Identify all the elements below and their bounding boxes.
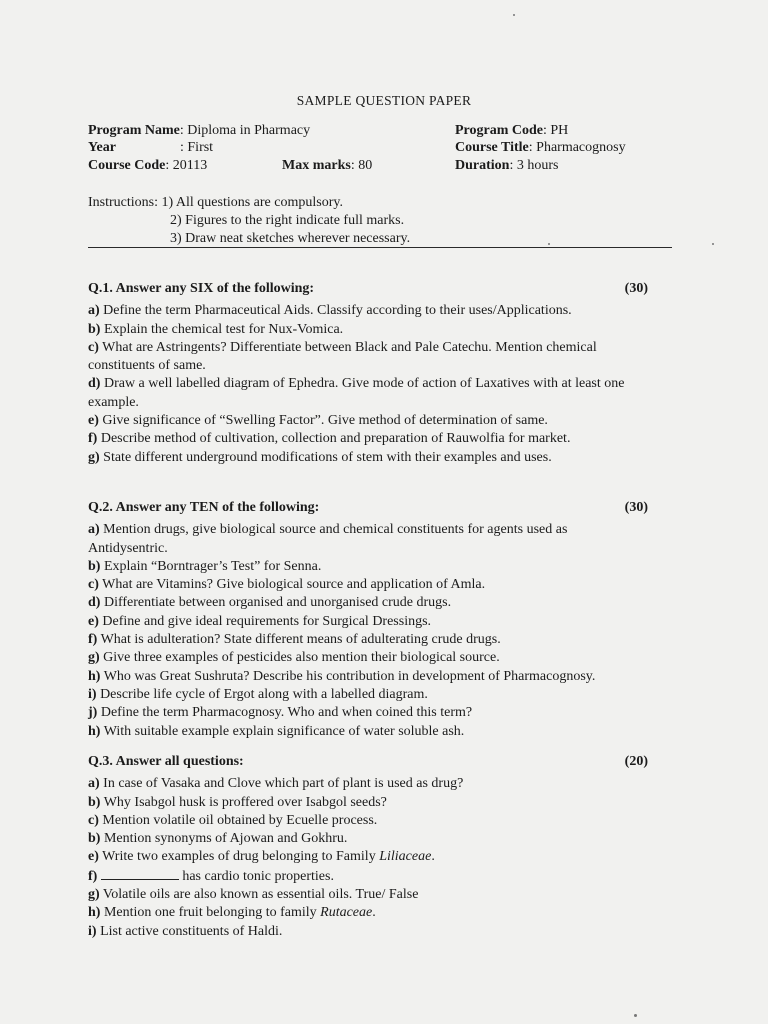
- instruction-line: [88, 212, 410, 230]
- item-label: b): [88, 558, 101, 574]
- item-text: State different underground modifications of stem with their examples and uses.: [99, 449, 552, 465]
- item-label: g): [88, 887, 100, 903]
- item-label: h): [88, 723, 101, 739]
- question-3: [88, 753, 648, 941]
- question-item: [88, 649, 648, 667]
- item-text: Differentiate between organised and unorganised crude drugs.: [100, 595, 452, 611]
- course-title-row: [455, 139, 626, 157]
- question-item: [88, 867, 648, 886]
- question-item: [88, 430, 648, 448]
- question-marks: (30): [624, 281, 648, 296]
- year-value-wrap: [180, 139, 213, 157]
- scan-speck: [548, 243, 550, 245]
- instruction-1: 1) All questions are compulsory.: [161, 195, 343, 210]
- question-item: [88, 412, 648, 430]
- scan-speck: [634, 1014, 637, 1017]
- question-item: [88, 794, 648, 812]
- item-text: has cardio tonic properties.: [178, 868, 334, 884]
- item-text: Volatile oils are also known as essential oils. True/ False: [99, 887, 419, 903]
- item-text: Write two examples of drug belonging to Family: [98, 849, 380, 865]
- question-marks: (30): [624, 500, 648, 515]
- fill-in-blank: [101, 867, 179, 880]
- header-divider: [88, 247, 672, 248]
- item-text: What are Vitamins? Give biological source and application of Amla.: [98, 577, 486, 593]
- question-item: [88, 686, 648, 704]
- item-text: Give three examples of pesticides also mention their biological source.: [99, 650, 500, 666]
- year-value: : First: [180, 140, 214, 155]
- year-row: [88, 139, 116, 157]
- question-heading: [88, 280, 648, 298]
- instruction-2: 2) Figures to the right indicate full marks.: [170, 213, 405, 228]
- course-title-value: : Pharmacognosy: [528, 140, 626, 155]
- item-text-suffix: .: [372, 905, 376, 921]
- scan-speck: [513, 14, 515, 16]
- max-marks-row: [282, 157, 372, 175]
- item-label: g): [88, 449, 100, 465]
- question-item: [88, 668, 648, 686]
- duration-label: Duration: [455, 158, 510, 173]
- item-label: i): [88, 923, 97, 939]
- max-marks-label: Max marks: [282, 158, 351, 173]
- question-item: [88, 775, 648, 793]
- item-text: With suitable example explain significance of water soluble ash.: [100, 723, 465, 739]
- item-label: e): [88, 613, 99, 629]
- question-item: [88, 848, 648, 866]
- item-text: Mention drugs, give biological source and chemical constituents for agents used as Antidysentric.: [88, 522, 568, 556]
- item-label: c): [88, 339, 99, 355]
- question-2: [88, 499, 648, 741]
- item-label: d): [88, 376, 101, 392]
- question-item: [88, 302, 648, 320]
- item-text: Describe life cycle of Ergot along with a labelled diagram.: [96, 686, 428, 702]
- item-label: f): [88, 431, 98, 447]
- question-title: Q.3. Answer all questions:: [88, 754, 244, 769]
- question-item: [88, 812, 648, 830]
- item-label: a): [88, 303, 100, 319]
- item-label: f): [88, 868, 98, 884]
- item-label: b): [88, 321, 101, 337]
- item-label: j): [88, 705, 98, 721]
- question-title: Q.1. Answer any SIX of the following:: [88, 281, 315, 296]
- question-item: [88, 594, 648, 612]
- instructions-label: Instructions:: [88, 195, 158, 210]
- item-label: f): [88, 632, 98, 648]
- question-heading: [88, 753, 648, 771]
- question-item: [88, 449, 648, 467]
- program-name-row: [88, 122, 310, 140]
- item-text: Mention one fruit belonging to family: [100, 905, 321, 921]
- item-text: Why Isabgol husk is proffered over Isabgol seeds?: [100, 794, 387, 810]
- item-label: e): [88, 849, 99, 865]
- course-code-value: : 20113: [165, 158, 208, 173]
- question-item: [88, 723, 648, 741]
- item-label: i): [88, 686, 97, 702]
- question-item: [88, 558, 648, 576]
- item-text: What is adulteration? State different means of adulterating crude drugs.: [97, 632, 501, 648]
- item-text: Define and give ideal requirements for Surgical Dressings.: [98, 613, 432, 629]
- item-text: What are Astringents? Differentiate between Black and Pale Catechu. Mention chemical constituents of same.: [88, 339, 597, 374]
- duration-row: [455, 157, 558, 175]
- question-item: [88, 923, 648, 941]
- item-label: e): [88, 413, 99, 429]
- max-marks-value: : 80: [350, 158, 373, 173]
- program-name-label: Program Name: [88, 123, 180, 138]
- program-code-row: [455, 122, 568, 140]
- question-title: Q.2. Answer any TEN of the following:: [88, 500, 320, 515]
- item-label: h): [88, 668, 101, 684]
- instruction-3: 3) Draw neat sketches wherever necessary.: [170, 231, 411, 246]
- question-item: [88, 521, 648, 558]
- item-text: Give significance of “Swelling Factor”. Give method of determination of same.: [98, 413, 548, 429]
- item-label: a): [88, 522, 100, 538]
- scan-speck: [712, 243, 714, 245]
- item-italic-term: Rutaceae: [320, 905, 373, 921]
- item-label: c): [88, 812, 99, 828]
- question-item: [88, 704, 648, 722]
- instruction-line: [88, 194, 410, 212]
- item-text: Explain the chemical test for Nux-Vomica.: [100, 321, 344, 337]
- program-code-value: : PH: [543, 123, 569, 138]
- question-item: [88, 375, 648, 412]
- question-item: [88, 631, 648, 649]
- item-italic-term: Liliaceae: [379, 849, 432, 865]
- question-heading: [88, 499, 648, 517]
- course-title-label: Course Title: [455, 140, 529, 155]
- course-code-row: [88, 157, 207, 175]
- item-text: Define the term Pharmaceutical Aids. Classify according to their uses/Applications.: [99, 303, 572, 319]
- item-text: Explain “Borntrager’s Test” for Senna.: [100, 558, 322, 574]
- question-1: [88, 280, 648, 467]
- duration-value: : 3 hours: [509, 158, 559, 173]
- program-name-value: : Diploma in Pharmacy: [179, 123, 311, 138]
- question-item: [88, 886, 648, 904]
- paper-title: SAMPLE QUESTION PAPER: [296, 93, 472, 108]
- question-item: [88, 904, 648, 922]
- item-text: Describe method of cultivation, collection and preparation of Rauwolfia for market.: [97, 431, 571, 447]
- item-text-suffix: .: [431, 849, 435, 865]
- instructions: [88, 194, 410, 248]
- course-code-label: Course Code: [88, 158, 166, 173]
- instruction-line: [88, 230, 410, 248]
- item-label: b): [88, 831, 101, 847]
- item-label: b): [88, 794, 101, 810]
- item-label: d): [88, 595, 101, 611]
- item-text: Mention synonyms of Ajowan and Gokhru.: [100, 831, 348, 847]
- question-item: [88, 613, 648, 631]
- item-label: h): [88, 905, 101, 921]
- question-marks: (20): [624, 754, 648, 769]
- question-item: [88, 576, 648, 594]
- question-item: [88, 830, 648, 848]
- item-text: Define the term Pharmacognosy. Who and when coined this term?: [97, 705, 473, 721]
- item-text: In case of Vasaka and Clove which part of plant is used as drug?: [99, 776, 464, 792]
- item-text: Mention volatile oil obtained by Ecuelle process.: [98, 812, 378, 828]
- item-label: c): [88, 577, 99, 593]
- item-label: g): [88, 650, 100, 666]
- program-code-label: Program Code: [455, 123, 543, 138]
- item-text: List active constituents of Haldi.: [96, 923, 283, 939]
- question-item: [88, 339, 648, 376]
- item-label: a): [88, 776, 100, 792]
- question-item: [88, 321, 648, 339]
- item-text: Draw a well labelled diagram of Ephedra. Give mode of action of Laxatives with at least one example.: [88, 376, 625, 410]
- year-label: Year: [88, 140, 116, 155]
- item-text: Who was Great Sushruta? Describe his contribution in development of Pharmacognosy.: [100, 668, 596, 684]
